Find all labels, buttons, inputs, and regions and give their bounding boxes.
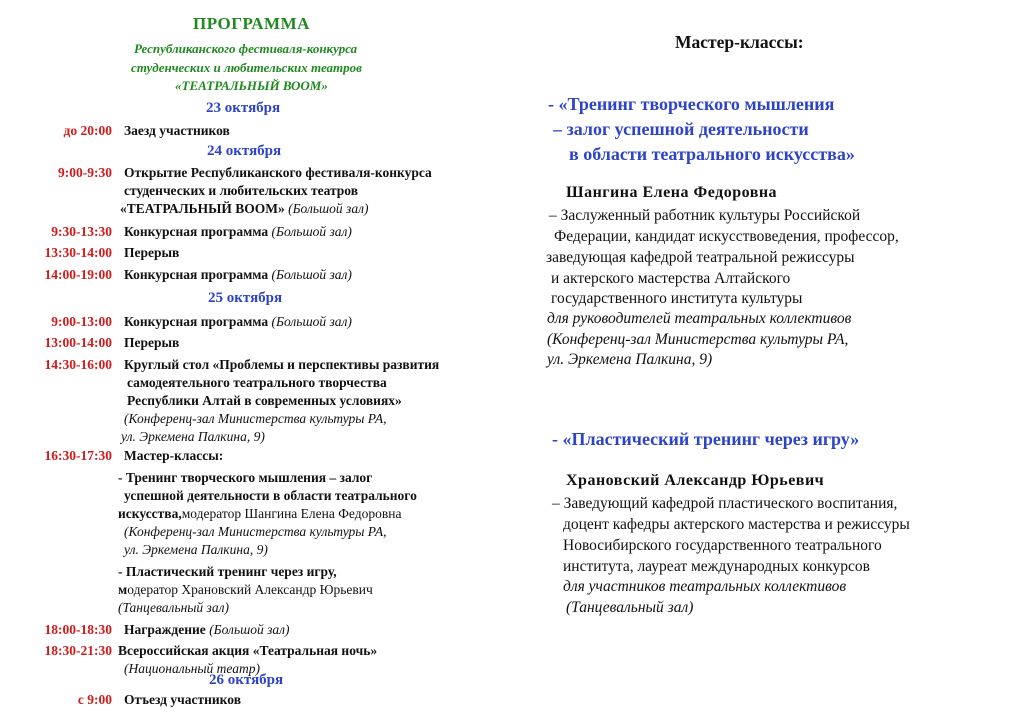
venue-note: (Большой зал)	[271, 314, 352, 329]
event-text: Конкурсная программа	[124, 267, 269, 282]
time-slot: 14:00-19:00	[44, 267, 112, 282]
moderator-text: модератор Шангина Елена Федоровна	[181, 506, 402, 521]
event-text: Перерыв	[124, 245, 180, 260]
event-line	[124, 622, 290, 638]
venue-note: (Конференц-зал Министерства культуры РА,	[124, 524, 387, 539]
time-slot: до 20:00	[63, 123, 112, 138]
event-line	[124, 224, 352, 240]
event-text: успешной деятельности в области театрального	[124, 488, 417, 503]
time-slot: 13:30-14:00	[44, 245, 112, 260]
date-heading-25: 25 октября	[208, 290, 283, 306]
event-text: Конкурсная программа	[124, 224, 269, 239]
event-line	[124, 314, 352, 330]
instructor-1-bio: заведующая кафедрой театральной режиссуры	[546, 249, 855, 266]
instructor-1-name: Шангина Елена Федоровна	[566, 184, 778, 201]
program-subtitle-1: Республиканского фестиваля-конкурса	[134, 41, 358, 56]
event-text: Перерыв	[124, 335, 180, 350]
event-text: м	[118, 582, 128, 597]
masterclass-2-audience: для участников театральных коллективов	[563, 578, 847, 595]
venue-note: (Большой зал)	[209, 622, 290, 637]
venue-address: ул. Эркемена Палкина, 9)	[124, 542, 268, 557]
event-text: Мастер-классы:	[124, 448, 224, 463]
instructor-2-bio: Новосибирского государственного театрального	[563, 537, 882, 554]
masterclass-1-title: - «Тренинг творческого мышления	[548, 94, 835, 114]
instructor-2-bio: – Заведующий кафедрой пластического воспитания,	[552, 495, 898, 512]
date-heading-23: 23 октября	[206, 100, 281, 116]
event-text: студенческих и любительских театров	[124, 183, 359, 198]
time-slot: 18:30-21:30	[44, 643, 112, 658]
masterclass-1-audience: для руководителей театральных коллективов	[547, 310, 852, 327]
event-text: Награждение	[124, 622, 206, 637]
instructor-2-name: Храновский Александр Юрьевич	[566, 472, 825, 489]
masterclass-1-title: – залог успешной деятельности	[553, 119, 809, 139]
venue-note: (Национальный театр)	[124, 661, 260, 676]
program-title: ПРОГРАММА	[193, 14, 310, 33]
instructor-2-bio: доцент кафедры актерского мастерства и режиссуры	[563, 516, 910, 533]
event-text: Отъезд участников	[124, 692, 241, 707]
venue-note: (Танцевальный зал)	[118, 600, 229, 615]
event-text: Круглый стол «Проблемы и перспективы развития	[124, 357, 440, 372]
festival-name: «ТЕАТРАЛЬНЫЙ ВООМ»	[120, 201, 285, 216]
time-slot: 14:30-16:00	[44, 357, 112, 372]
event-text: Конкурсная программа	[124, 314, 269, 329]
program-subtitle-3: «ТЕАТРАЛЬНЫЙ ВООМ»	[175, 78, 328, 93]
event-text: Открытие Республиканского фестиваля-конкурса	[124, 165, 432, 180]
venue-note: (Большой зал)	[271, 267, 352, 282]
event-text: самодеятельного театрального творчества	[127, 375, 387, 390]
event-text: искусства,	[118, 506, 182, 521]
event-text: - Тренинг творческого мышления – залог	[118, 470, 373, 485]
time-slot: 13:00-14:00	[44, 335, 112, 350]
event-line	[120, 201, 368, 217]
event-text: Республики Алтай в современных условиях»	[127, 393, 402, 408]
time-slot: 18:00-18:30	[44, 622, 112, 637]
instructor-1-bio: Федерации, кандидат искусствоведения, профессор,	[554, 228, 899, 245]
event-line	[118, 506, 401, 522]
date-heading-24: 24 октября	[207, 143, 282, 159]
time-slot: 9:00-9:30	[58, 165, 112, 180]
event-text: Всероссийская акция «Театральная ночь»	[118, 643, 378, 658]
venue-note: (Большой зал)	[271, 224, 352, 239]
venue-note: (Конференц-зал Министерства культуры РА,	[124, 411, 387, 426]
time-slot: 9:30-13:30	[51, 224, 112, 239]
event-line	[124, 267, 352, 283]
masterclass-2-title: - «Пластический тренинг через игру»	[552, 429, 860, 449]
venue-address: ул. Эркемена Палкина, 9)	[121, 429, 265, 444]
masterclasses-heading: Мастер-классы:	[675, 32, 804, 52]
masterclass-1-venue: (Конференц-зал Министерства культуры РА,	[547, 331, 849, 348]
time-slot: с 9:00	[77, 692, 112, 707]
instructor-1-bio: и актерского мастерства Алтайского	[551, 270, 791, 287]
instructor-1-bio: государственного института культуры	[551, 290, 803, 307]
time-slot: 16:30-17:30	[44, 448, 112, 463]
venue-note: (Большой зал)	[288, 201, 369, 216]
instructor-2-bio: института, лауреат международных конкурсов	[563, 558, 871, 575]
instructor-1-bio: – Заслуженный работник культуры Российской	[549, 207, 861, 224]
time-slot: 9:00-13:00	[51, 314, 112, 329]
event-line	[118, 582, 373, 598]
program-subtitle-2: студенческих и любительских театров	[131, 60, 362, 75]
date-heading-26: 26 октября	[209, 672, 284, 688]
event-text: Заезд участников	[124, 123, 230, 138]
masterclass-1-address: ул. Эркемена Палкина, 9)	[547, 351, 713, 368]
event-text: - Пластический тренинг через игру,	[118, 564, 337, 579]
masterclass-1-title: в области театрального искусства»	[569, 144, 855, 164]
masterclass-2-venue: (Танцевальный зал)	[566, 599, 694, 616]
moderator-text: одератор Храновский Александр Юрьевич	[127, 582, 373, 597]
